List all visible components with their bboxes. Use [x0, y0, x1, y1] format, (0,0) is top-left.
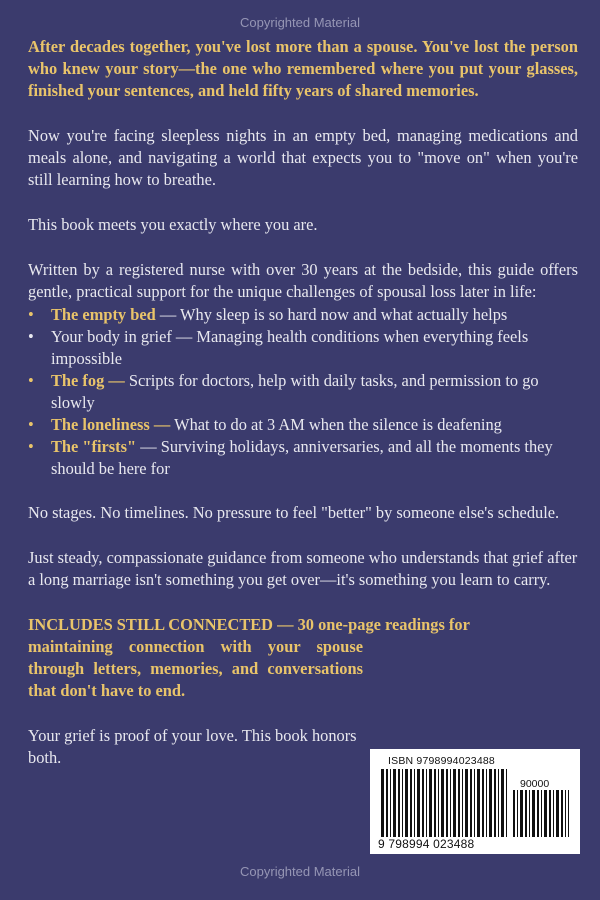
includes-detail: maintaining connection with your spouse through letters, memories, and conversations that don't have to end.	[28, 637, 363, 700]
isbn-label: ISBN 9798994023488	[388, 755, 495, 767]
watermark-bottom: Copyrighted Material	[240, 864, 360, 879]
feature-title: The loneliness —	[51, 415, 171, 434]
bullet-icon: •	[28, 437, 34, 456]
paragraph-author-intro: Written by a registered nurse with over 30 years at the bedside, this guide offers gentle, practical support for the unique challenges of spousal loss later in life:	[28, 260, 578, 301]
list-item	[28, 436, 578, 480]
closing-paragraph: Your grief is proof of your love. This book honors both.	[28, 726, 357, 767]
feature-text: Scripts for doctors, help with daily tasks, and permission to go slowly	[51, 371, 539, 412]
isbn-digits: 9 798994 023488	[378, 837, 475, 851]
isbn-barcode	[370, 749, 580, 854]
list-item	[28, 414, 578, 436]
paragraph-steady-guidance: Just steady, compassionate guidance from someone who understands that grief after a long marriage isn't something you get over—it's something you learn to carry.	[28, 548, 578, 589]
list-item	[28, 304, 578, 326]
paragraph-sleepless-nights: Now you're facing sleepless nights in an empty bed, managing medications and meals alone, and navigating a world that expects you to "move on" when you're still learning how to breathe.	[28, 126, 578, 189]
bullet-icon: •	[28, 305, 34, 324]
feature-list	[28, 304, 578, 480]
feature-title: The fog —	[51, 371, 125, 390]
bullet-icon: •	[28, 415, 34, 434]
feature-text: — Why sleep is so hard now and what actually helps	[155, 305, 508, 324]
paragraph-no-stages: No stages. No timelines. No pressure to feel "better" by someone else's schedule.	[28, 503, 560, 522]
feature-text: — Surviving holidays, anniversaries, and all the moments they should be here for	[51, 437, 553, 478]
paragraph-meets-you: This book meets you exactly where you are.	[28, 215, 318, 234]
lead-paragraph: After decades together, you've lost more than a spouse. You've lost the person who knew your story—the one who remembered where you put your glasses, finished your sentences, and held fifty years of shared memories.	[28, 37, 578, 100]
back-cover-copy	[28, 36, 578, 769]
bullet-icon: •	[28, 327, 34, 346]
price-code: 90000	[520, 778, 550, 790]
includes-line: INCLUDES STILL CONNECTED — 30 one-page readings for	[28, 615, 470, 634]
watermark-top: Copyrighted Material	[240, 15, 360, 30]
feature-title: The "firsts"	[51, 437, 137, 456]
bullet-icon: •	[28, 371, 34, 390]
feature-text: What to do at 3 AM when the silence is deafening	[170, 415, 502, 434]
ean-barcode-icon	[380, 769, 508, 837]
feature-text: Your body in grief — Managing health conditions when everything feels impossible	[51, 327, 529, 368]
price-barcode-icon	[512, 790, 570, 837]
feature-title: The empty bed	[51, 305, 156, 324]
list-item	[28, 370, 578, 414]
list-item	[28, 326, 578, 370]
